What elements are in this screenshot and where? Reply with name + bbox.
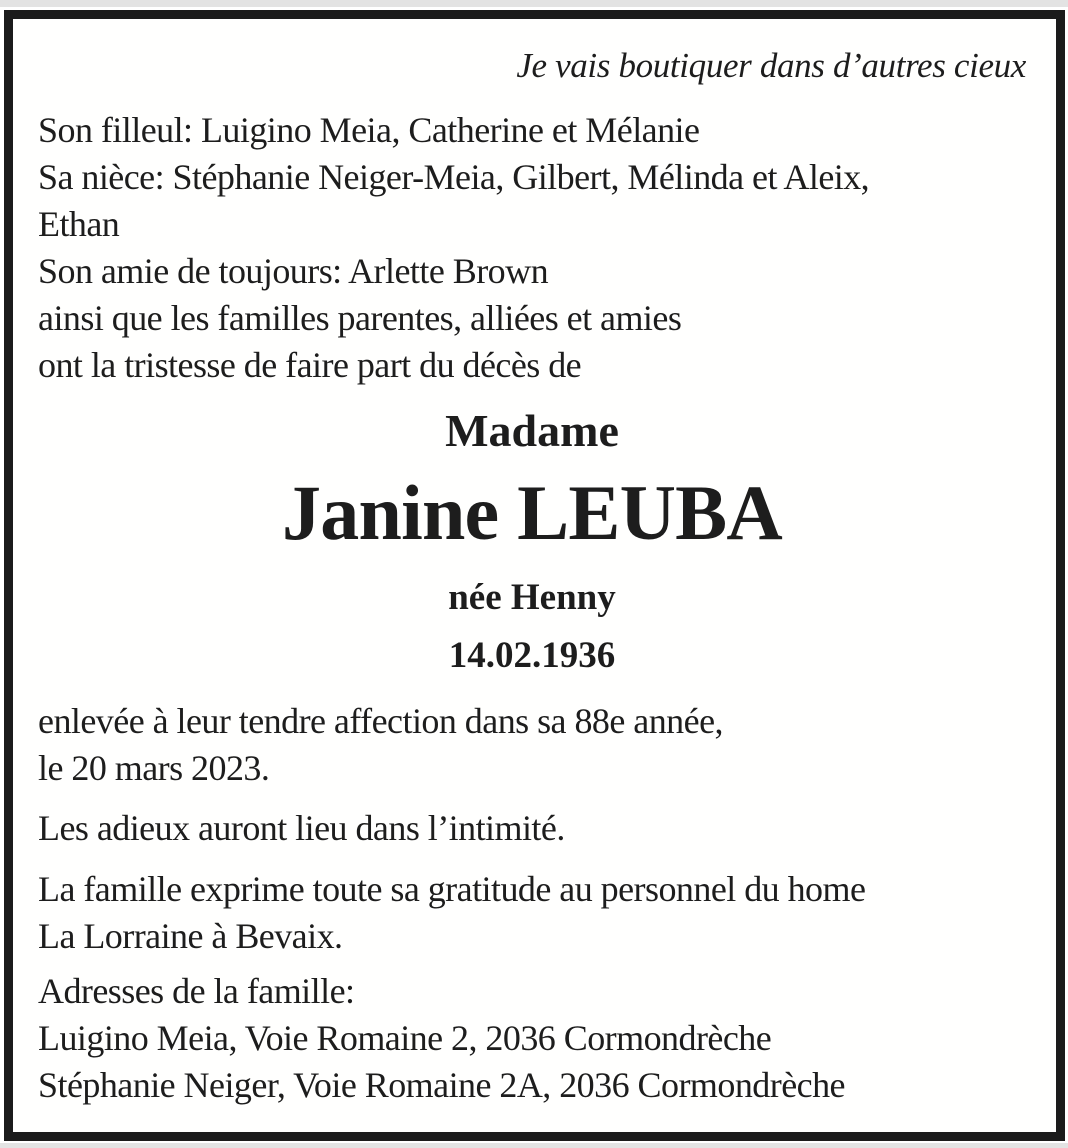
intro-line-families: ainsi que les familles parentes, alliées et amies [38,298,682,338]
obituary-notice-frame [4,10,1065,1141]
maiden-name: née Henny [448,577,616,618]
address-line-2: Stéphanie Neiger, Voie Romaine 2A, 2036 Cormondrèche [38,1065,845,1105]
death-line-age: enlevée à leur tendre affection dans sa 88e année, [38,701,723,741]
farewell-block [38,805,1026,852]
relatives-intro-block [38,107,1026,389]
deceased-name: Janine LEUBA [282,469,782,556]
death-line-date: le 20 mars 2023. [38,748,270,788]
title-prefix: Madame [445,405,619,456]
birth-date: 14.02.1936 [448,635,616,676]
intro-line-godson: Son filleul: Luigino Meia, Catherine et Mélanie [38,110,700,150]
address-line-1: Luigino Meia, Voie Romaine 2, 2036 Cormondrèche [38,1018,772,1058]
gratitude-line-2: La Lorraine à Bevaix. [38,916,343,956]
gratitude-line-1: La famille exprime toute sa gratitude au personnel du home [38,869,866,909]
farewell-line: Les adieux auront lieu dans l’intimité. [38,808,565,848]
scan-edge-strip-bottom [0,1143,1068,1148]
gratitude-block [38,866,1026,960]
death-announcement-block [38,698,1026,792]
intro-line-announcement: ont la tristesse de faire part du décès de [38,345,582,385]
intro-line-niece-cont: Ethan [38,204,120,244]
epigraph-quote: Je vais boutiquer dans d’autres cieux [516,46,1026,85]
scan-edge-strip-top [0,0,1068,7]
intro-line-friend: Son amie de toujours: Arlette Brown [38,251,549,291]
addresses-heading: Adresses de la famille: [38,971,355,1011]
family-addresses-block [38,968,1026,1109]
intro-line-niece: Sa nièce: Stéphanie Neiger-Meia, Gilbert, Mélinda et Aleix, [38,157,870,197]
